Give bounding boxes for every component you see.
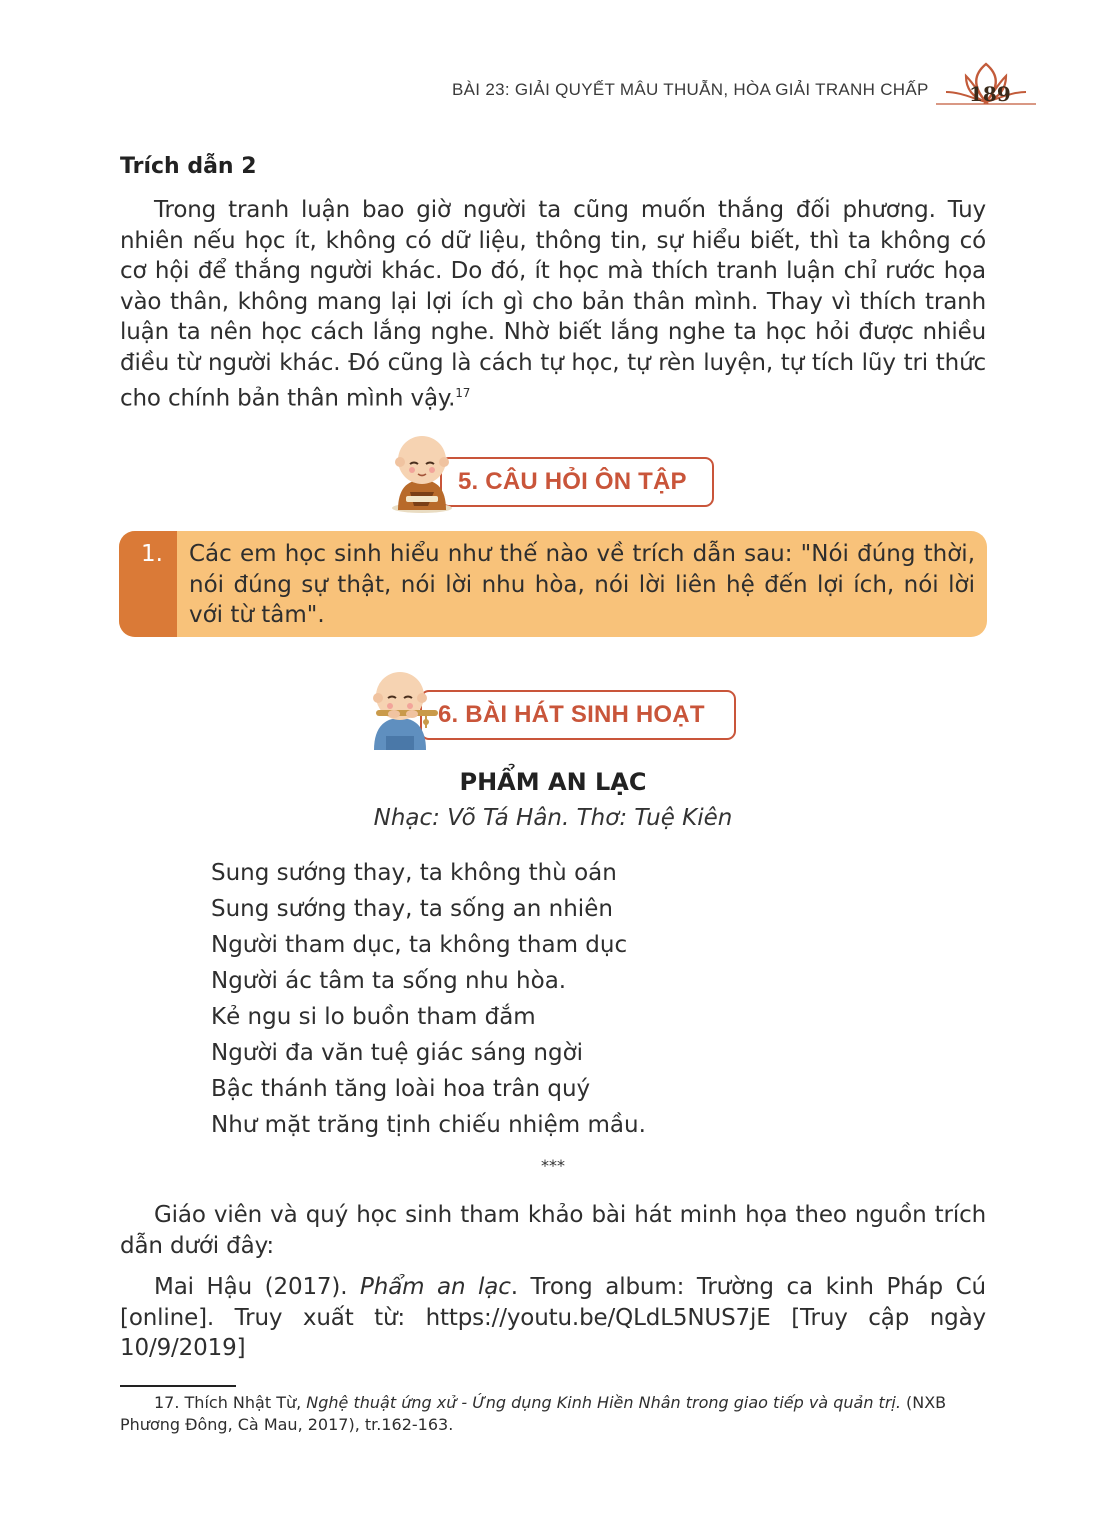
section-banner-song — [368, 666, 738, 752]
verse-line: Sung sướng thay, ta sống an nhiên — [211, 896, 613, 922]
verse-line: Kẻ ngu si lo buồn tham đắm — [211, 1004, 536, 1030]
footnote-suffix: (NXB Phương Đông, Cà Mau, 2017), tr.162-163. — [120, 1393, 947, 1434]
page-number-ornament — [936, 60, 1036, 110]
section-banner-review — [388, 430, 718, 514]
section-title-review: 5. CÂU HỎI ÔN TẬP — [458, 468, 687, 495]
verse-line: Người ác tâm ta sống nhu hòa. — [211, 968, 567, 994]
quote-body-text: Trong tranh luận bao giờ người ta cũng muốn thắng đối phương. Tuy nhiên nếu học ít, không có dữ liệu, thông tin, sự hiểu biết, thì ta không có cơ hội để thắng người khác. Do đó, ít học mà thích tranh luận chỉ rước họa vào thân, không mang lại lợi ích gì cho bản thân mình. Thay vì thích tranh luận ta nên học cách lắng nghe. Nhờ biết lắng nghe ta học hỏi được nhiều điều từ người khác. Đó cũng là cách tự học, tự rèn luyện, tự tích lũy tri thức cho chính bản thân mình vậy. — [120, 197, 986, 412]
verse-line: Người đa văn tuệ giác sáng ngời — [211, 1040, 584, 1066]
verse-line: Sung sướng thay, ta không thù oán — [211, 860, 617, 886]
footnote — [120, 1392, 986, 1436]
footnote-prefix: 17. Thích Nhật Từ, — [154, 1393, 307, 1412]
quote-body — [120, 195, 986, 414]
verse-line: Như mặt trăng tịnh chiếu nhiệm mầu. — [211, 1112, 646, 1138]
quote-heading: Trích dẫn 2 — [120, 154, 257, 179]
verse-line: Người tham dục, ta không tham dục — [211, 932, 628, 958]
section-title-song: 6. BÀI HÁT SINH HOẠT — [438, 701, 705, 728]
footnote-ref: 17 — [455, 386, 471, 400]
monk-reading-icon — [388, 430, 458, 514]
citation-work-title: Phẩm an lạc — [360, 1274, 511, 1300]
reference-citation — [120, 1272, 986, 1364]
page-number: 189 — [969, 82, 1011, 106]
song-credit: Nhạc: Võ Tá Hân. Thơ: Tuệ Kiên — [373, 805, 733, 831]
section-separator: *** — [541, 1156, 565, 1175]
reference-intro: Giáo viên và quý học sinh tham khảo bài hát minh họa theo nguồn trích dẫn dưới đây: — [120, 1202, 986, 1259]
review-question-box — [119, 531, 987, 637]
footnote-title: Nghệ thuật ứng xử - Ứng dụng Kinh Hiền Nhân trong giao tiếp và quản trị. — [306, 1393, 901, 1412]
running-header: BÀI 23: GIẢI QUYẾT MÂU THUẪN, HÒA GIẢI TRANH CHẤP — [452, 80, 929, 99]
song-title: PHẨM AN LẠC — [459, 768, 647, 796]
monk-flute-icon — [368, 666, 438, 752]
verse-line: Bậc thánh tăng loài hoa trân quý — [211, 1076, 591, 1102]
footnote-divider — [120, 1385, 236, 1387]
question-text: Các em học sinh hiểu như thế nào về trích dẫn sau: "Nói đúng thời, nói đúng sự thật, nói lời nhu hòa, nói lời liên hệ đến lợi ích, nói lời với từ tâm". — [189, 541, 975, 628]
citation-rest: . Trong album: Trường ca kinh Pháp Cú [online]. Truy xuất từ: https://youtu.be/QLdL5NUS7jE [Truy cập ngày 10/9/2019] — [120, 1274, 986, 1361]
citation-author-year: Mai Hậu (2017). — [154, 1274, 361, 1300]
question-number: 1. — [141, 541, 163, 567]
